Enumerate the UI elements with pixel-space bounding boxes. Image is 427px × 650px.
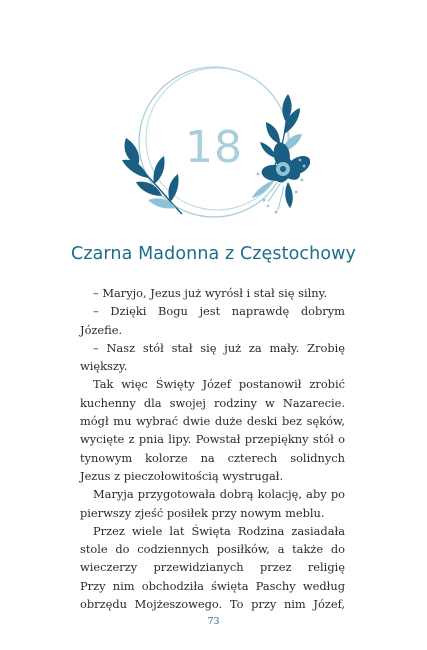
text-line: stole do codziennych posiłków, a także do [80, 542, 345, 557]
left-branch-icon [122, 138, 182, 214]
text-line: – Maryjo, Jezus już wyrósł i stał się silny. [93, 286, 328, 300]
text-line: większy. [80, 359, 128, 374]
text-line: wycięte z pnia lipy. Powstał przepiękny stół o [80, 432, 345, 447]
text-line: tynowym kolorze na czterech solidnych [80, 450, 345, 465]
text-line: wieczerzy przewidzianych przez religię [80, 560, 345, 575]
chapter-emblem [118, 62, 310, 222]
chapter-body [80, 284, 345, 613]
text-line: Józefie. [80, 322, 123, 337]
text-line: obrzędu Mojżeszowego. To przy nim Józef, [80, 597, 345, 612]
text-line: pierwszy zjeść posiłek przy nowym meblu. [80, 505, 325, 520]
text-line: – Nasz stół stał się już za mały. Zrobię [93, 340, 345, 355]
text-line: kuchenny dla swojej rodziny w Nazarecie. [80, 395, 345, 410]
text-line: Maryja przygotowała dobrą kolację, aby po [93, 487, 345, 502]
chapter-number: 18 [185, 122, 243, 173]
page-number: 73 [207, 616, 220, 627]
text-line: Jezus z pieczołowitością wystrugał. [80, 468, 284, 483]
chapter-title: Czarna Madonna z Częstochowy [71, 244, 356, 264]
text-line: mógł mu wybrać dwie duże deski bez sęków, [80, 414, 345, 429]
text-line: Tak więc Święty Józef postanowił zrobić [93, 377, 345, 392]
text-line: Przez wiele lat Święta Rodzina zasiadała [93, 523, 345, 538]
text-line: – Dzięki Bogu jest naprawdę dobrym [93, 304, 345, 319]
text-line: Przy nim obchodziła święta Paschy według [80, 578, 345, 593]
